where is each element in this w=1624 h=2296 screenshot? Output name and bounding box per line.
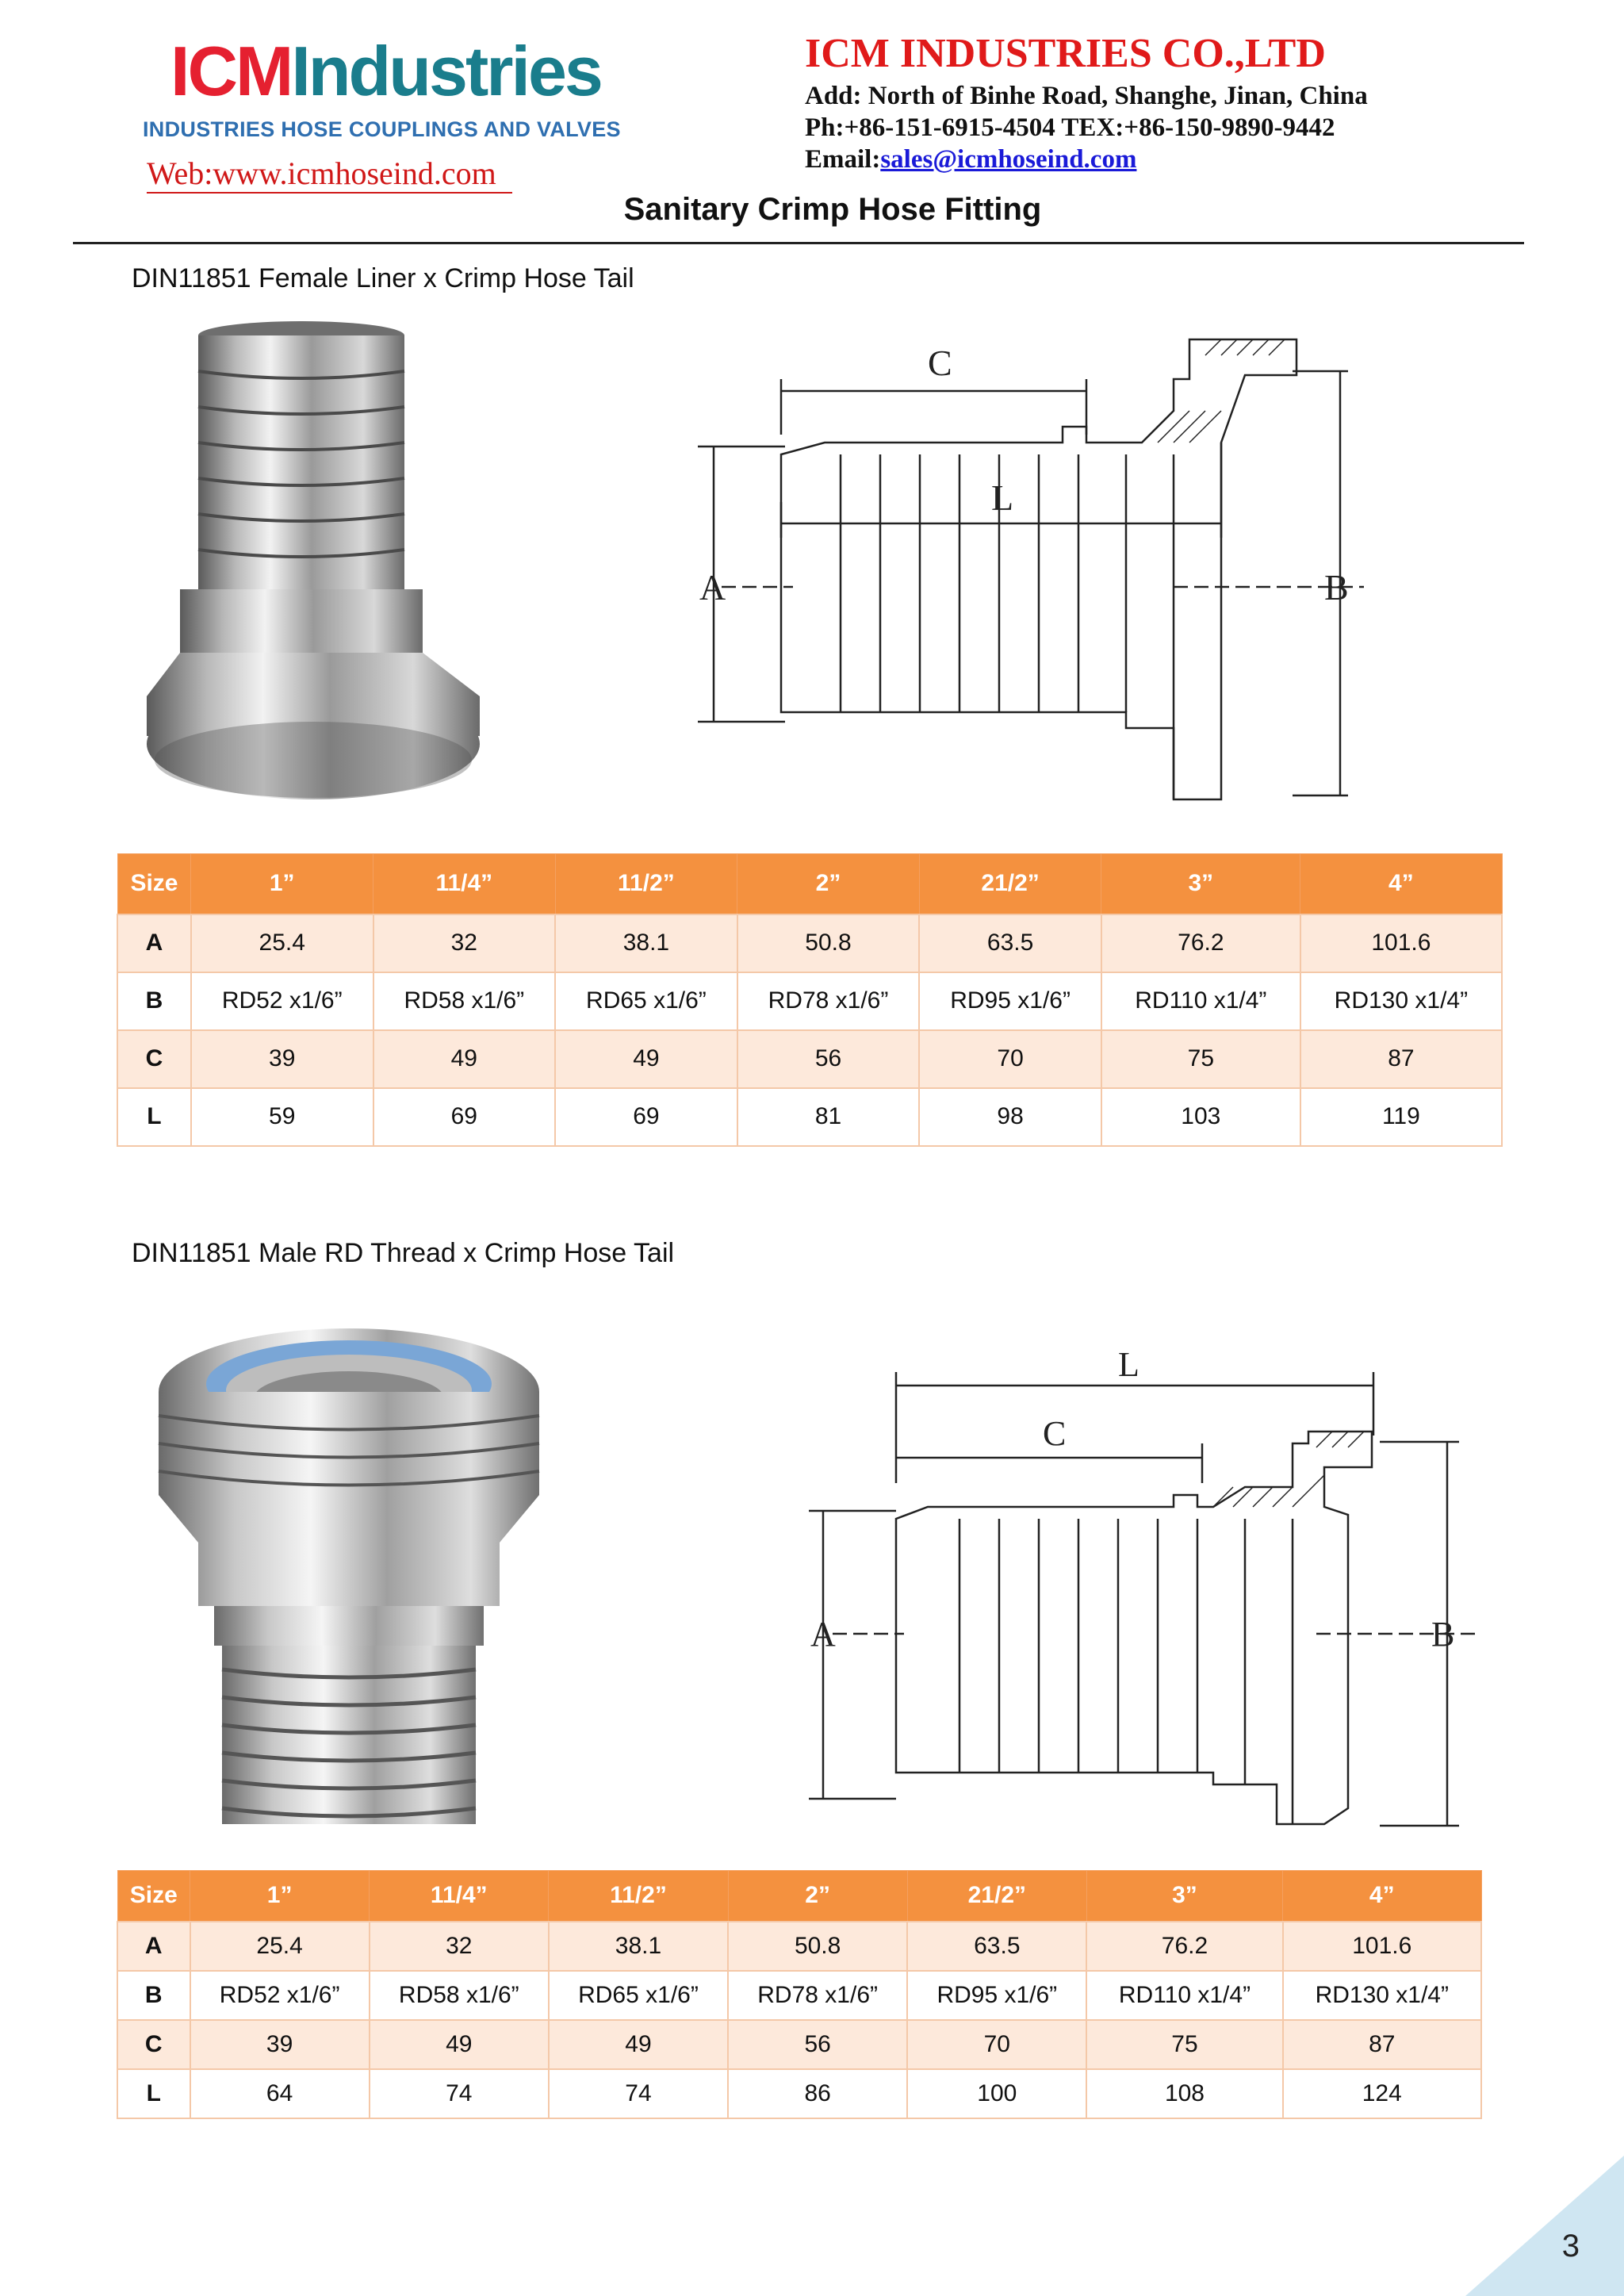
table-cell: 74 [370, 2069, 549, 2118]
dimension-label-c: C [928, 343, 952, 383]
table-cell: 101.6 [1300, 914, 1502, 972]
table-header-cell: 3” [1101, 854, 1300, 914]
table-cell: 87 [1300, 1030, 1502, 1088]
logo-tagline: INDUSTRIES HOSE COUPLINGS AND VALVES [143, 117, 621, 141]
table-cell: 119 [1300, 1088, 1502, 1146]
table-row [117, 1030, 1502, 1088]
email-label: Email: [805, 145, 881, 174]
table-header-cell: 2” [737, 854, 920, 914]
table-header-cell: 4” [1283, 1871, 1481, 1922]
table-header-cell: 3” [1086, 1871, 1282, 1922]
table-cell: RD130 x1/4” [1300, 972, 1502, 1030]
table-cell: 75 [1101, 1030, 1300, 1088]
table-cell: 49 [370, 2020, 549, 2069]
table-cell: RD58 x1/6” [373, 972, 556, 1030]
table-cell: 39 [191, 1030, 373, 1088]
dimension-label-c: C [1043, 1414, 1067, 1453]
table-cell: 49 [373, 1030, 556, 1088]
logo-red-text: ICM [170, 32, 292, 110]
table-cell: 70 [907, 2020, 1086, 2069]
dimension-label-a: A [810, 1615, 836, 1654]
table-cell: RD78 x1/6” [728, 1971, 907, 2020]
table-cell: 38.1 [549, 1922, 728, 1971]
table-row [117, 1922, 1481, 1971]
table-cell: 49 [555, 1030, 737, 1088]
table-row [117, 1971, 1481, 2020]
table-row [117, 972, 1502, 1030]
table-header-cell: Size [117, 1871, 190, 1922]
table-cell: 32 [373, 914, 556, 972]
dimension-label-b: B [1431, 1615, 1455, 1654]
male-rd-thread-fitting-photo [131, 1305, 559, 1842]
dimension-label-l: L [991, 477, 1014, 518]
table-cell: 49 [549, 2020, 728, 2069]
table-cell: 25.4 [190, 1922, 370, 1971]
female-liner-technical-drawing [698, 316, 1380, 845]
table-cell: 64 [190, 2069, 370, 2118]
table-cell: RD78 x1/6” [737, 972, 920, 1030]
table-cell: B [117, 1971, 190, 2020]
logo-teal-text: Industries [291, 32, 601, 110]
website-link[interactable]: Web:www.icmhoseind.com [147, 155, 512, 194]
table-header-cell: 1” [190, 1871, 370, 1922]
table-cell: 100 [907, 2069, 1086, 2118]
table-cell: 86 [728, 2069, 907, 2118]
dimension-label-b: B [1324, 567, 1349, 608]
table-cell: A [117, 914, 191, 972]
table-cell: 75 [1086, 2020, 1282, 2069]
company-name: ICM INDUSTRIES CO.,LTD [805, 31, 1326, 76]
email-link[interactable]: sales@icmhoseind.com [880, 145, 1137, 174]
table-row [117, 914, 1502, 972]
section-1-title: DIN11851 Female Liner x Crimp Hose Tail [132, 263, 634, 293]
table-header-cell: 11/2” [555, 854, 737, 914]
table-cell: 39 [190, 2020, 370, 2069]
table-cell: L [117, 1088, 191, 1146]
table-cell: 50.8 [728, 1922, 907, 1971]
female-liner-fitting-photo [131, 316, 496, 838]
table-header-cell: 4” [1300, 854, 1502, 914]
table-cell: RD130 x1/4” [1283, 1971, 1481, 2020]
table-cell: 56 [737, 1030, 920, 1088]
female-liner-spec-table [117, 853, 1503, 1147]
page-number: 3 [1561, 2229, 1580, 2263]
table-cell: 76.2 [1101, 914, 1300, 972]
table-header-cell: 21/2” [919, 854, 1101, 914]
company-logo [170, 28, 601, 115]
table-header-row [117, 1871, 1481, 1922]
table-cell: A [117, 1922, 190, 1971]
table-cell: 50.8 [737, 914, 920, 972]
table-cell: RD95 x1/6” [907, 1971, 1086, 2020]
table-cell: 101.6 [1283, 1922, 1481, 1971]
male-rd-technical-drawing [801, 1340, 1491, 1840]
header-divider [73, 242, 1524, 244]
table-header-cell: 11/4” [373, 854, 556, 914]
table-cell: 63.5 [907, 1922, 1086, 1971]
company-phone: Ph:+86-151-6915-4504 TEX:+86-150-9890-9442 [805, 113, 1335, 142]
male-rd-spec-table [117, 1870, 1482, 2119]
table-row [117, 2069, 1481, 2118]
table-cell: RD52 x1/6” [190, 1971, 370, 2020]
table-cell: RD110 x1/4” [1086, 1971, 1282, 2020]
table-header-cell: 11/2” [549, 1871, 728, 1922]
table-cell: RD58 x1/6” [370, 1971, 549, 2020]
table-cell: 38.1 [555, 914, 737, 972]
table-header-cell: 11/4” [370, 1871, 549, 1922]
table-cell: 76.2 [1086, 1922, 1282, 1971]
table-header-row [117, 854, 1502, 914]
table-header-cell: 2” [728, 1871, 907, 1922]
dimension-label-l: L [1118, 1345, 1139, 1384]
table-cell: 108 [1086, 2069, 1282, 2118]
company-address: Add: North of Binhe Road, Shanghe, Jinan, China [805, 82, 1368, 110]
company-email [805, 145, 1136, 174]
table-cell: 56 [728, 2020, 907, 2069]
table-cell: 81 [737, 1088, 920, 1146]
table-cell: B [117, 972, 191, 1030]
dimension-label-a: A [699, 567, 726, 608]
table-cell: RD65 x1/6” [555, 972, 737, 1030]
page-corner-decoration [1465, 2156, 1624, 2296]
table-cell: 59 [191, 1088, 373, 1146]
table-cell: 32 [370, 1922, 549, 1971]
table-cell: 87 [1283, 2020, 1481, 2069]
table-cell: RD65 x1/6” [549, 1971, 728, 2020]
table-row [117, 1088, 1502, 1146]
table-cell: 124 [1283, 2069, 1481, 2118]
table-cell: C [117, 1030, 191, 1088]
table-cell: 70 [919, 1030, 1101, 1088]
table-cell: C [117, 2020, 190, 2069]
table-cell: RD95 x1/6” [919, 972, 1101, 1030]
table-cell: 98 [919, 1088, 1101, 1146]
table-cell: RD52 x1/6” [191, 972, 373, 1030]
section-2-title: DIN11851 Male RD Thread x Crimp Hose Tail [132, 1238, 675, 1268]
table-header-cell: 21/2” [907, 1871, 1086, 1922]
table-header-cell: 1” [191, 854, 373, 914]
table-cell: 69 [555, 1088, 737, 1146]
table-header-cell: Size [117, 854, 191, 914]
table-cell: L [117, 2069, 190, 2118]
page-title: Sanitary Crimp Hose Fitting [623, 192, 1042, 227]
table-cell: 25.4 [191, 914, 373, 972]
table-cell: 74 [549, 2069, 728, 2118]
table-cell: 69 [373, 1088, 556, 1146]
table-row [117, 2020, 1481, 2069]
table-cell: RD110 x1/4” [1101, 972, 1300, 1030]
table-cell: 63.5 [919, 914, 1101, 972]
table-cell: 103 [1101, 1088, 1300, 1146]
